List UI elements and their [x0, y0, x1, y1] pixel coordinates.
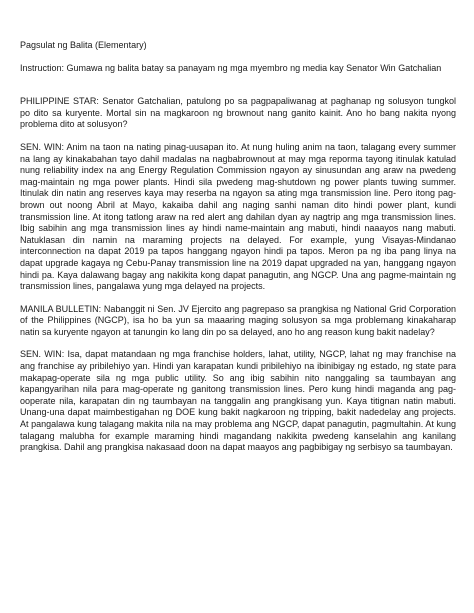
paragraph-sen-win-1: SEN. WIN: Anim na taon na nating pinag-uusapan ito. At nung huling anim na taon, talagang every summer na lang ay kinakabahan tayo dahil madalas na nagbabrownout at may mga reporma tayong itinulak katulad nung reliability index na ang Energy Regulation Commission ngayon ay sinusundan ang araw na pwedeng mag-maintain ng mga power plants. Hindi sila pwedeng mag-shutdown ng power plants tuwing summer. Itinulak din natin ang reserves kaya may reserba na ngayon sa ating mga transmission line. Pero itong pag-brown out noong Abril at Mayo, kakaiba dahil ang naging sanhi naman dito hindi power plant, kundi transmission line. At itong tatlong araw na red alert ang dahilan dyan ay nagtrip ang mga transmission lines. Ibig sabihin ang mga transmission lines ay hindi name-maintain ang mabuti, hindi naaayos nang mabuti. Natuklasan din namin na maraming projects na delayed. For example, yung Visayas-Mindanao interconnection na dapat 2019 pa tapos hanggang ngayon hindi pa tapos. Meron pa ng iba pang linya na dapat upgrade kagaya ng Cebu-Panay transmission line na 2019 dapat upgraded na yan, hanggang ngayon hindi pa. Kaya dalawang bagay ang nakikita kong dapat panagutin, ang NGCP. Una ang pagme-maintain ng transmission lines, pangalawa yung mga delayed na projects. [20, 141, 456, 292]
paragraph-manila-bulletin: MANILA BULLETIN: Nabanggit ni Sen. JV Ejercito ang pagrepaso sa prangkisa ng National Grid Corporation of the Philippines (NGCP), isa ho ba yun sa maaaring maging solusyon sa mga problemang kinakaharap natin sa kuryente ngayon at tanungin ko lang din po sa delayed, ano ho ang reason kung bakit nadelay? [20, 303, 456, 337]
document-heading: Pagsulat ng Balita (Elementary) [20, 40, 147, 50]
document-instruction: Instruction: Gumawa ng balita batay sa panayam ng mga myembro ng media kay Senator Win Gatchalian [20, 62, 442, 73]
paragraph-philippine-star: PHILIPPINE STAR: Senator Gatchalian, patulong po sa pagpapaliwanag at paghanap ng solusyon tungkol po dito sa kuryente. Mortal sin na magkaroon ng brownout nang ganito kainit. Ano ho bang nakita nyong problema dito at solusyon? [20, 96, 456, 130]
document-page [20, 40, 456, 465]
paragraph-sen-win-2: SEN. WIN: Isa, dapat matandaan ng mga franchise holders, lahat, utility, NGCP, lahat ng may franchise na ang franchise ay pribilehiyo yan. Hindi yan karapatan kundi pribilehiyo na ibinibigay ng estado, ng state para makapag-operate sila ng mga public utility. So ang ibig sabihin nito nanggaling sa taumbayan ang kapangyarihan nila para mag-operate ng ganitong transmission lines. Pero kung hindi maganda ang pag-ooperate nila, karapatan din ng taumbayan na tanggalin ang prangkisang yun. Kaya titignan natin mabuti. Unang-una dapat maimbestigahan ng DOE kung bakit nagkaroon ng tripping, bakit nadedelay ang projects. At pangalawa kung talagang makita nila na may problema ang NGCP, dapat panagutin, pagmultahin. At kung talagang malubha for example maraming hindi magandang nakikita pwedeng kanselahin ang kanilang prangkisa. Dahil ang prangkisa nakasaad doon na dapat maayos ang pagbibigay ng serbisyo sa taumbayan. [20, 349, 456, 453]
